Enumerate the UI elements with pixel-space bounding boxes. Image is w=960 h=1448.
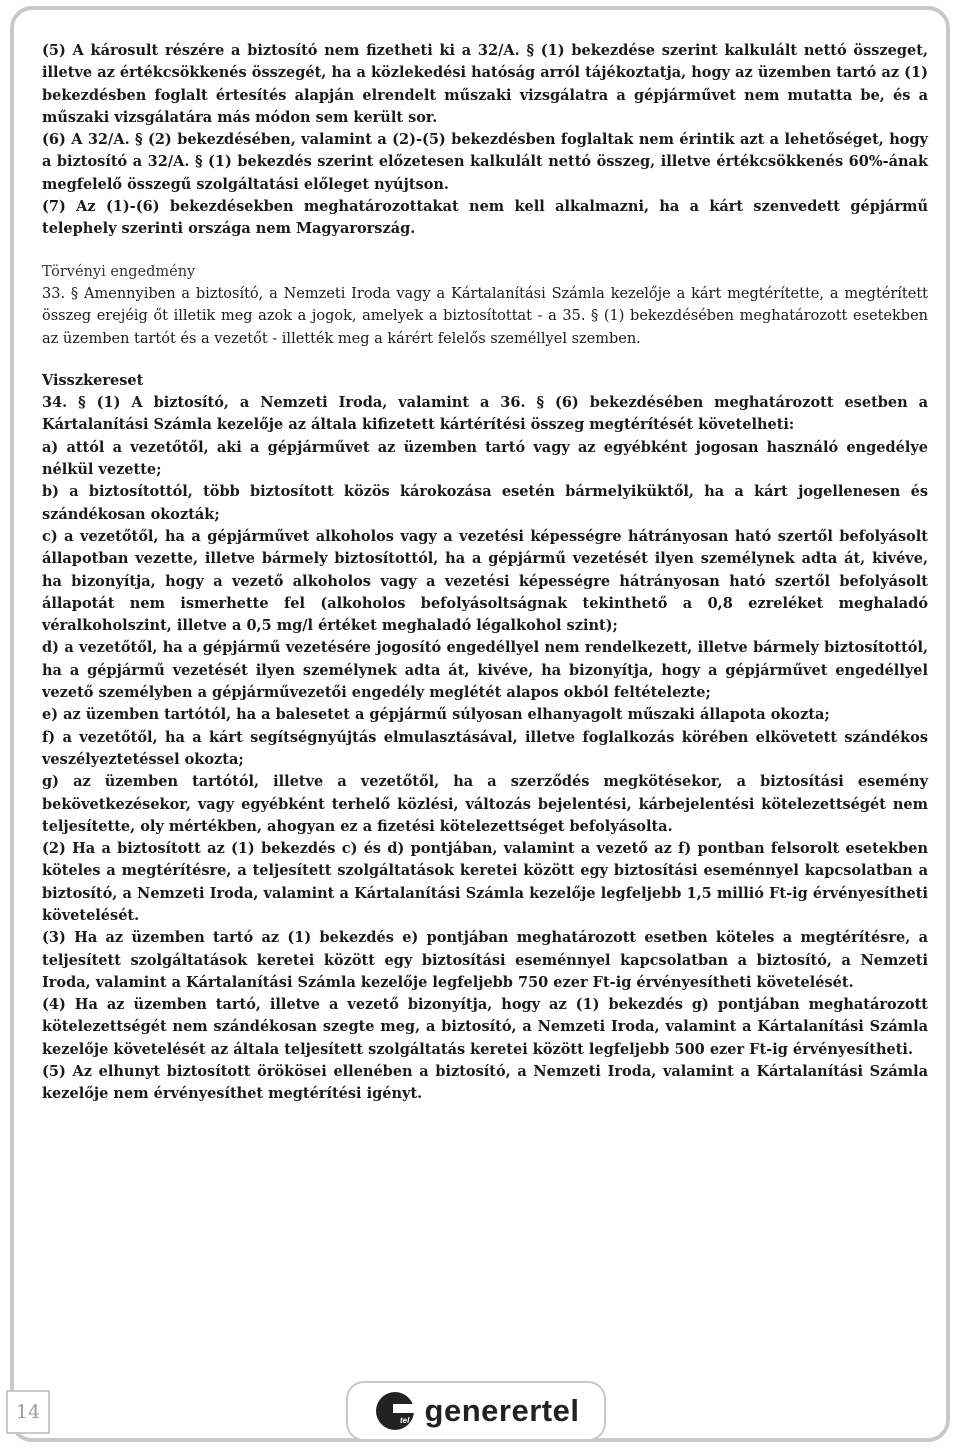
section-33 (42, 261, 928, 350)
section-34-p4: (4) Ha az üzemben tartó, illetve a vezető bizonyítja, hogy az (1) bekezdés g) pontjában meghatározott kötelezettségét nem szándékosan szegte meg, a biztosító, a Nemzeti Iroda, valamint a Kártalanítási Számla kezelője követelését az általa teljesített szolgáltatás keretei között legfeljebb 500 ezer Ft-ig érvényesítheti. (42, 996, 928, 1058)
document-body (42, 40, 928, 1106)
genertel-logo-icon (373, 1389, 423, 1433)
section-34-heading: Visszkereset (42, 371, 144, 389)
section-34 (42, 370, 928, 1106)
paragraph-6: (6) A 32/A. § (2) bekezdésében, valamint a (2)-(5) bekezdésben foglaltak nem érintik azt a lehetőséget, hogy a biztosító a 32/A. § (1) bekezdés szerint előzetesen kalkulált nettó összeg, illetve értékcsökkenés 60%-ának megfelelő összegű szolgáltatási előleget nyújtson. (42, 131, 928, 193)
brand-logo (346, 1381, 606, 1441)
section-34-item-f: f) a vezetőtől, ha a kárt segítségnyújtás elmulasztásával, illetve foglalkozás körében elkövetett szándékos veszélyeztetéssel okozta; (42, 728, 928, 768)
section-34-p1: 34. § (1) A biztosító, a Nemzeti Iroda, valamint a 36. § (6) bekezdésében meghatározott esetben a Kártalanítási Számla kezelője az általa kifizetett kártérítési összeg megtérítését követelheti: (42, 394, 928, 434)
section-34-item-g: g) az üzemben tartótól, illetve a vezetőtől, ha a szerződés megkötésekor, a biztosítási esemény bekövetkezésekor, vagy egyébként terhelő közlési, változás bejelentési, kárbejelentési kötelezettségét nem teljesítette, oly mértékben, ahogyan ez a fizetési kötelezettséget befolyásolta. (42, 773, 928, 835)
logo-wordmark: generertel (424, 1393, 580, 1428)
section-34-item-d: d) a vezetőtől, ha a gépjármű vezetésére jogosító engedéllyel nem rendelkezett, illetve bármely biztosítottól, ha a gépjármű vezetését ilyen személynek adta át, kivéve, ha bizonyítja, hogy a gépjárművet engedéllyel vezető személyben a gépjárművezetői engedély meglétét alapos okból feltételezte; (42, 639, 928, 702)
section-34-item-b: b) a biztosítottól, több biztosított közös károkozása esetén bármelyiküktől, ha a kárt jogellenesen és szándékosan okozták; (42, 483, 928, 523)
section-34-p2: (2) Ha a biztosított az (1) bekezdés c) és d) pontjában, valamint a vezető az f) pontban felsorolt esetekben köteles a megtérítésre, a teljesített szolgáltatások keretei között egy biztosítási eseménnyel kapcsolatban a biztosító, a Nemzeti Iroda, valamint a Kártalanítási Számla kezelője legfeljebb 1,5 millió Ft-ig érvényesítheti követelését. (42, 840, 928, 924)
section-33-heading: Törvényi engedmény (42, 263, 196, 280)
section-33-text: 33. § Amennyiben a biztosító, a Nemzeti Iroda vagy a Kártalanítási Számla kezelője a kárt megtérítette, a megtérített összeg erejéig őt illetik meg azok a jogok, amelyek a biztosítottat - a 35. § (1) bekezdésében meghatározott esetekben az üzemben tartót és a vezetőt - illették meg a kárért felelős személlyel szemben. (42, 285, 928, 347)
section-34-p5: (5) Az elhunyt biztosított örökösei ellenében a biztosító, a Nemzeti Iroda, valamint a Kártalanítási Számla kezelője nem érvényesíthet megtérítési igényt. (42, 1063, 928, 1103)
section-34-p3: (3) Ha az üzemben tartó az (1) bekezdés e) pontjában meghatározott esetben köteles a megtérítésre, a teljesített szolgáltatások keretei között egy biztosítási eseménnyel kapcsolatban a biztosító, a Nemzeti Iroda, valamint a Kártalanítási Számla kezelője legfeljebb 750 ezer Ft-ig érvényesítheti követelését. (42, 929, 928, 991)
paragraph-7: (7) Az (1)-(6) bekezdésekben meghatározottakat nem kell alkalmazni, ha a kárt szenvedett gépjármű telephely szerinti országa nem Magyarország. (42, 198, 928, 238)
paragraph-5: (5) A károsult részére a biztosító nem fizetheti ki a 32/A. § (1) bekezdése szerint kalkulált nettó összeget, illetve az értékcsökkenés összegét, ha a közlekedési hatóság arról tájékoztatja, hogy az üzemben tartó az (1) bekezdésben foglalt értesítés alapján elrendelt műszaki vizsgálatra a gépjárművet nem mutatta be, és a műszaki vizsgálatára más módon sem került sor. (42, 42, 928, 126)
section-34-item-c: c) a vezetőtől, ha a gépjárművet alkoholos vagy a vezetési képességre hátrányosan ható szertől befolyásolt állapotban vezette, illetve bármely biztosítottól, ha a gépjármű vezetését ilyen személynek adta át, kivéve, ha bizonyítja, hogy a vezető alkoholos vagy a vezetési képességre hátrányosan ható szertől befolyásolt állapotát nem ismerhette fel (alkoholos befolyásoltságnak tekinthető a 0,8 ezreléket meghaladó véralkoholszint, illetve a 0,5 mg/l értéket meghaladó légalkohol szint); (42, 527, 928, 635)
section-34-item-a: a) attól a vezetőtől, aki a gépjárművet az üzemben tartó vagy az egyébként jogosan használó engedélye nélkül vezette; (42, 438, 928, 479)
page-number: 14 (6, 1390, 50, 1434)
section-34-item-e: e) az üzemben tartótól, ha a balesetet a gépjármű súlyosan elhanyagolt műszaki állapota okozta; (42, 706, 830, 724)
logo-small-text: tel (399, 1416, 409, 1425)
